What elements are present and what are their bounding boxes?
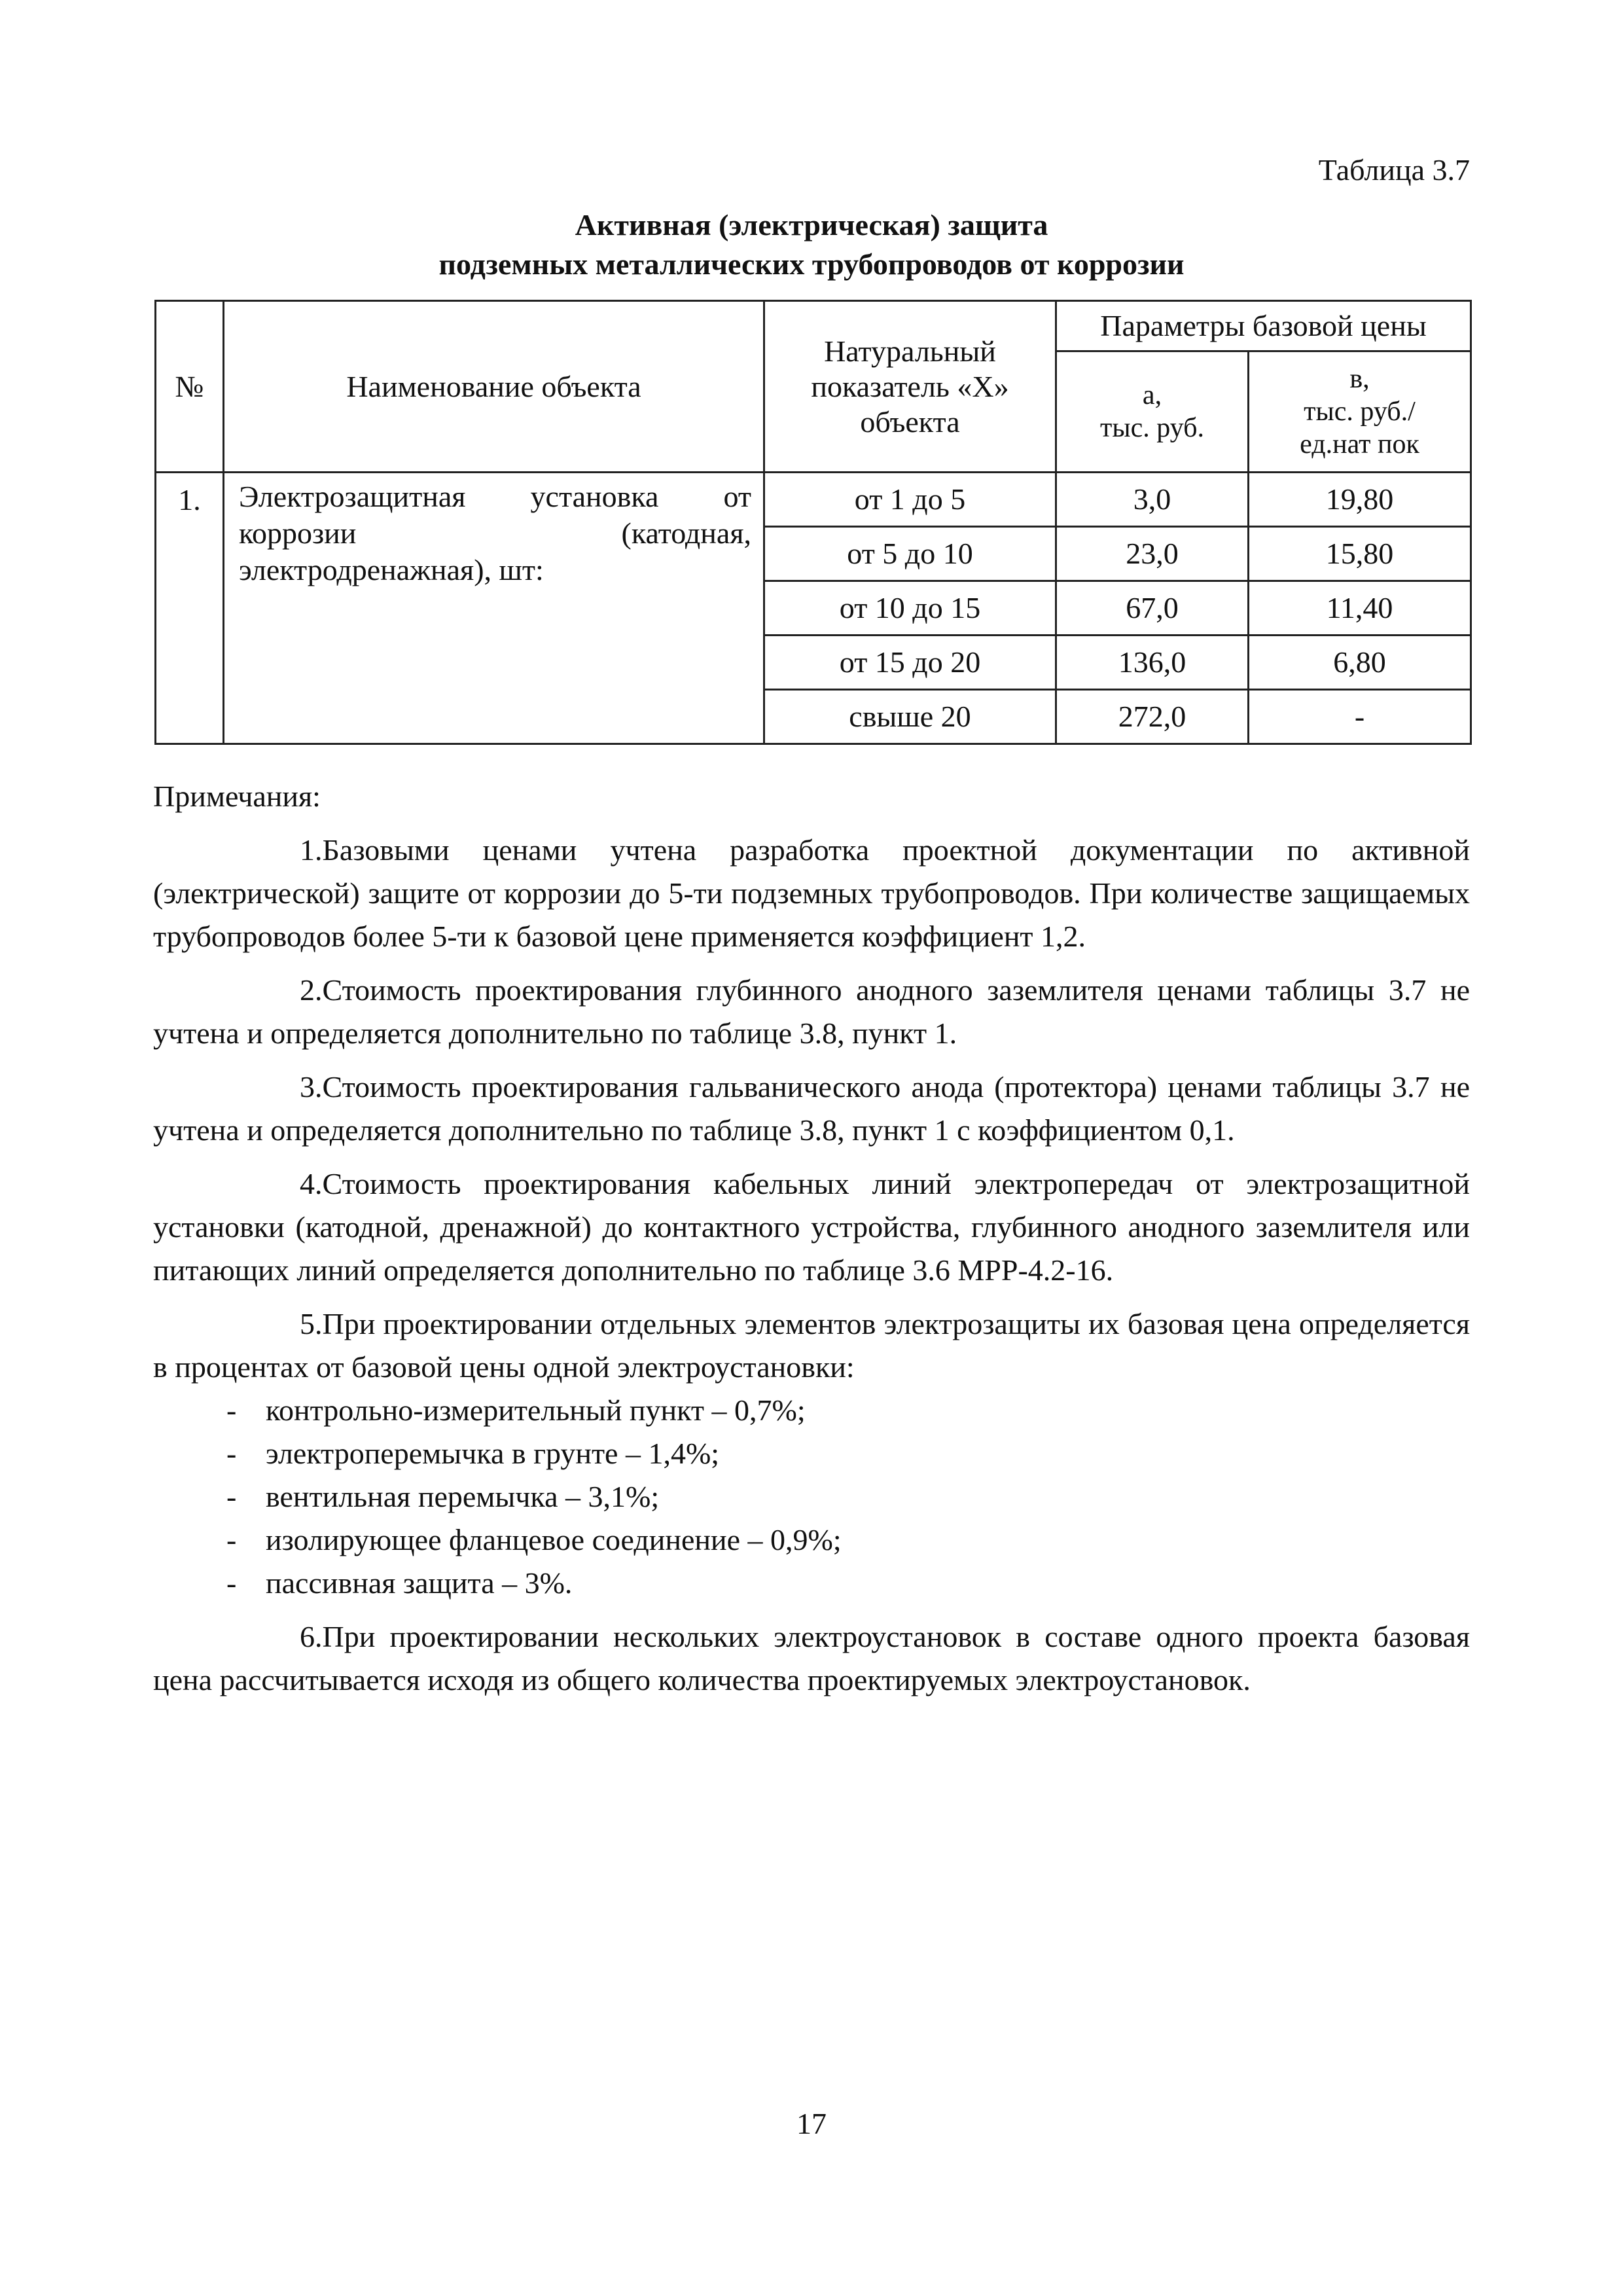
- notes-title: Примечания:: [153, 780, 321, 813]
- header-natural-indicator: Натуральный показатель «Х» объекта: [764, 301, 1056, 473]
- table-header-row: [156, 301, 1471, 351]
- b-cell: 19,80: [1249, 473, 1471, 527]
- bullet-dash: -: [226, 1480, 237, 1513]
- table-label: Таблица 3.7: [1318, 153, 1470, 187]
- note-item: [153, 1615, 1470, 1702]
- note-number: 1.: [300, 833, 323, 867]
- b-cell: 6,80: [1249, 636, 1471, 690]
- bullet-dash: -: [226, 1566, 237, 1600]
- price-table: [154, 300, 1472, 745]
- header-name: Наименование объекта: [224, 301, 764, 473]
- note-item: [153, 969, 1470, 1055]
- note-text: Стоимость проектирования гальванического анода (протектора) ценами таблицы 3.7 не учтена и определяется дополнительно по таблице 3.8, пункт 1 с коэффициентом 0,1.: [153, 1070, 1470, 1147]
- range-cell: от 15 до 20: [764, 636, 1056, 690]
- note-text: Стоимость проектирования кабельных линий электропередач от электрозащитной установки (катодной, дренажной) до контактного устройства, глубинного анодного заземлителя или питающих линий определяется дополнительно по таблице 3.6 МРР-4.2-16.: [153, 1167, 1470, 1287]
- header-b: в, тыс. руб./ ед.нат пок: [1249, 351, 1471, 473]
- range-cell: от 1 до 5: [764, 473, 1056, 527]
- bullet-text: пассивная защита – 3%.: [266, 1566, 573, 1600]
- bullet-item: [153, 1389, 1470, 1432]
- item-num: 1.: [156, 473, 224, 744]
- a-cell: 67,0: [1056, 581, 1249, 636]
- bullet-text: контрольно-измерительный пункт – 0,7%;: [266, 1393, 806, 1427]
- range-cell: свыше 20: [764, 690, 1056, 744]
- note-number: 4.: [300, 1167, 323, 1200]
- bullet-item: [153, 1432, 1470, 1475]
- note-item: [153, 1302, 1470, 1389]
- note-text: При проектировании отдельных элементов электрозащиты их базовая цена определяется в процентах от базовой цены одной электроустановки:: [153, 1307, 1470, 1384]
- table-title: [153, 206, 1470, 284]
- note-number: 5.: [300, 1307, 323, 1340]
- a-cell: 23,0: [1056, 527, 1249, 581]
- note-item: [153, 1066, 1470, 1152]
- header-a: а, тыс. руб.: [1056, 351, 1249, 473]
- notes-section: [153, 775, 1470, 1712]
- page-number: 17: [796, 2107, 827, 2140]
- table-title-line-2: подземных металлических трубопроводов от коррозии: [438, 247, 1185, 281]
- bullet-text: вентильная перемычка – 3,1%;: [266, 1480, 660, 1513]
- bullet-text: электроперемычка в грунте – 1,4%;: [266, 1437, 720, 1470]
- table-row: [156, 473, 1471, 527]
- bullet-dash: -: [226, 1523, 237, 1556]
- header-num: №: [156, 301, 224, 473]
- a-cell: 136,0: [1056, 636, 1249, 690]
- range-cell: от 5 до 10: [764, 527, 1056, 581]
- item-name: Электрозащитная установка от коррозии (катодная, электродренажная), шт:: [224, 473, 764, 744]
- header-base-price-params: Параметры базовой цены: [1056, 301, 1471, 351]
- b-cell: -: [1249, 690, 1471, 744]
- note-number: 2.: [300, 973, 323, 1007]
- a-cell: 3,0: [1056, 473, 1249, 527]
- note-item: [153, 1162, 1470, 1292]
- table-title-line-1: Активная (электрическая) защита: [575, 208, 1048, 242]
- note-text: Базовыми ценами учтена разработка проектной документации по активной (электрической) защите от коррозии до 5-ти подземных трубопроводов. При количестве защищаемых трубопроводов более 5-ти к базовой цене применяется коэффициент 1,2.: [153, 833, 1470, 953]
- note-number: 6.: [300, 1620, 323, 1653]
- note-item: [153, 829, 1470, 958]
- bullet-item: [153, 1518, 1470, 1562]
- note-number: 3.: [300, 1070, 323, 1103]
- a-cell: 272,0: [1056, 690, 1249, 744]
- bullet-dash: -: [226, 1437, 237, 1470]
- bullet-dash: -: [226, 1393, 237, 1427]
- bullet-item: [153, 1475, 1470, 1518]
- bullet-item: [153, 1562, 1470, 1605]
- note-text: При проектировании нескольких электроустановок в составе одного проекта базовая цена рассчитывается исходя из общего количества проектируемых электроустановок.: [153, 1620, 1470, 1696]
- range-cell: от 10 до 15: [764, 581, 1056, 636]
- bullet-text: изолирующее фланцевое соединение – 0,9%;: [266, 1523, 842, 1556]
- b-cell: 11,40: [1249, 581, 1471, 636]
- note-text: Стоимость проектирования глубинного анодного заземлителя ценами таблицы 3.7 не учтена и определяется дополнительно по таблице 3.8, пункт 1.: [153, 973, 1470, 1050]
- b-cell: 15,80: [1249, 527, 1471, 581]
